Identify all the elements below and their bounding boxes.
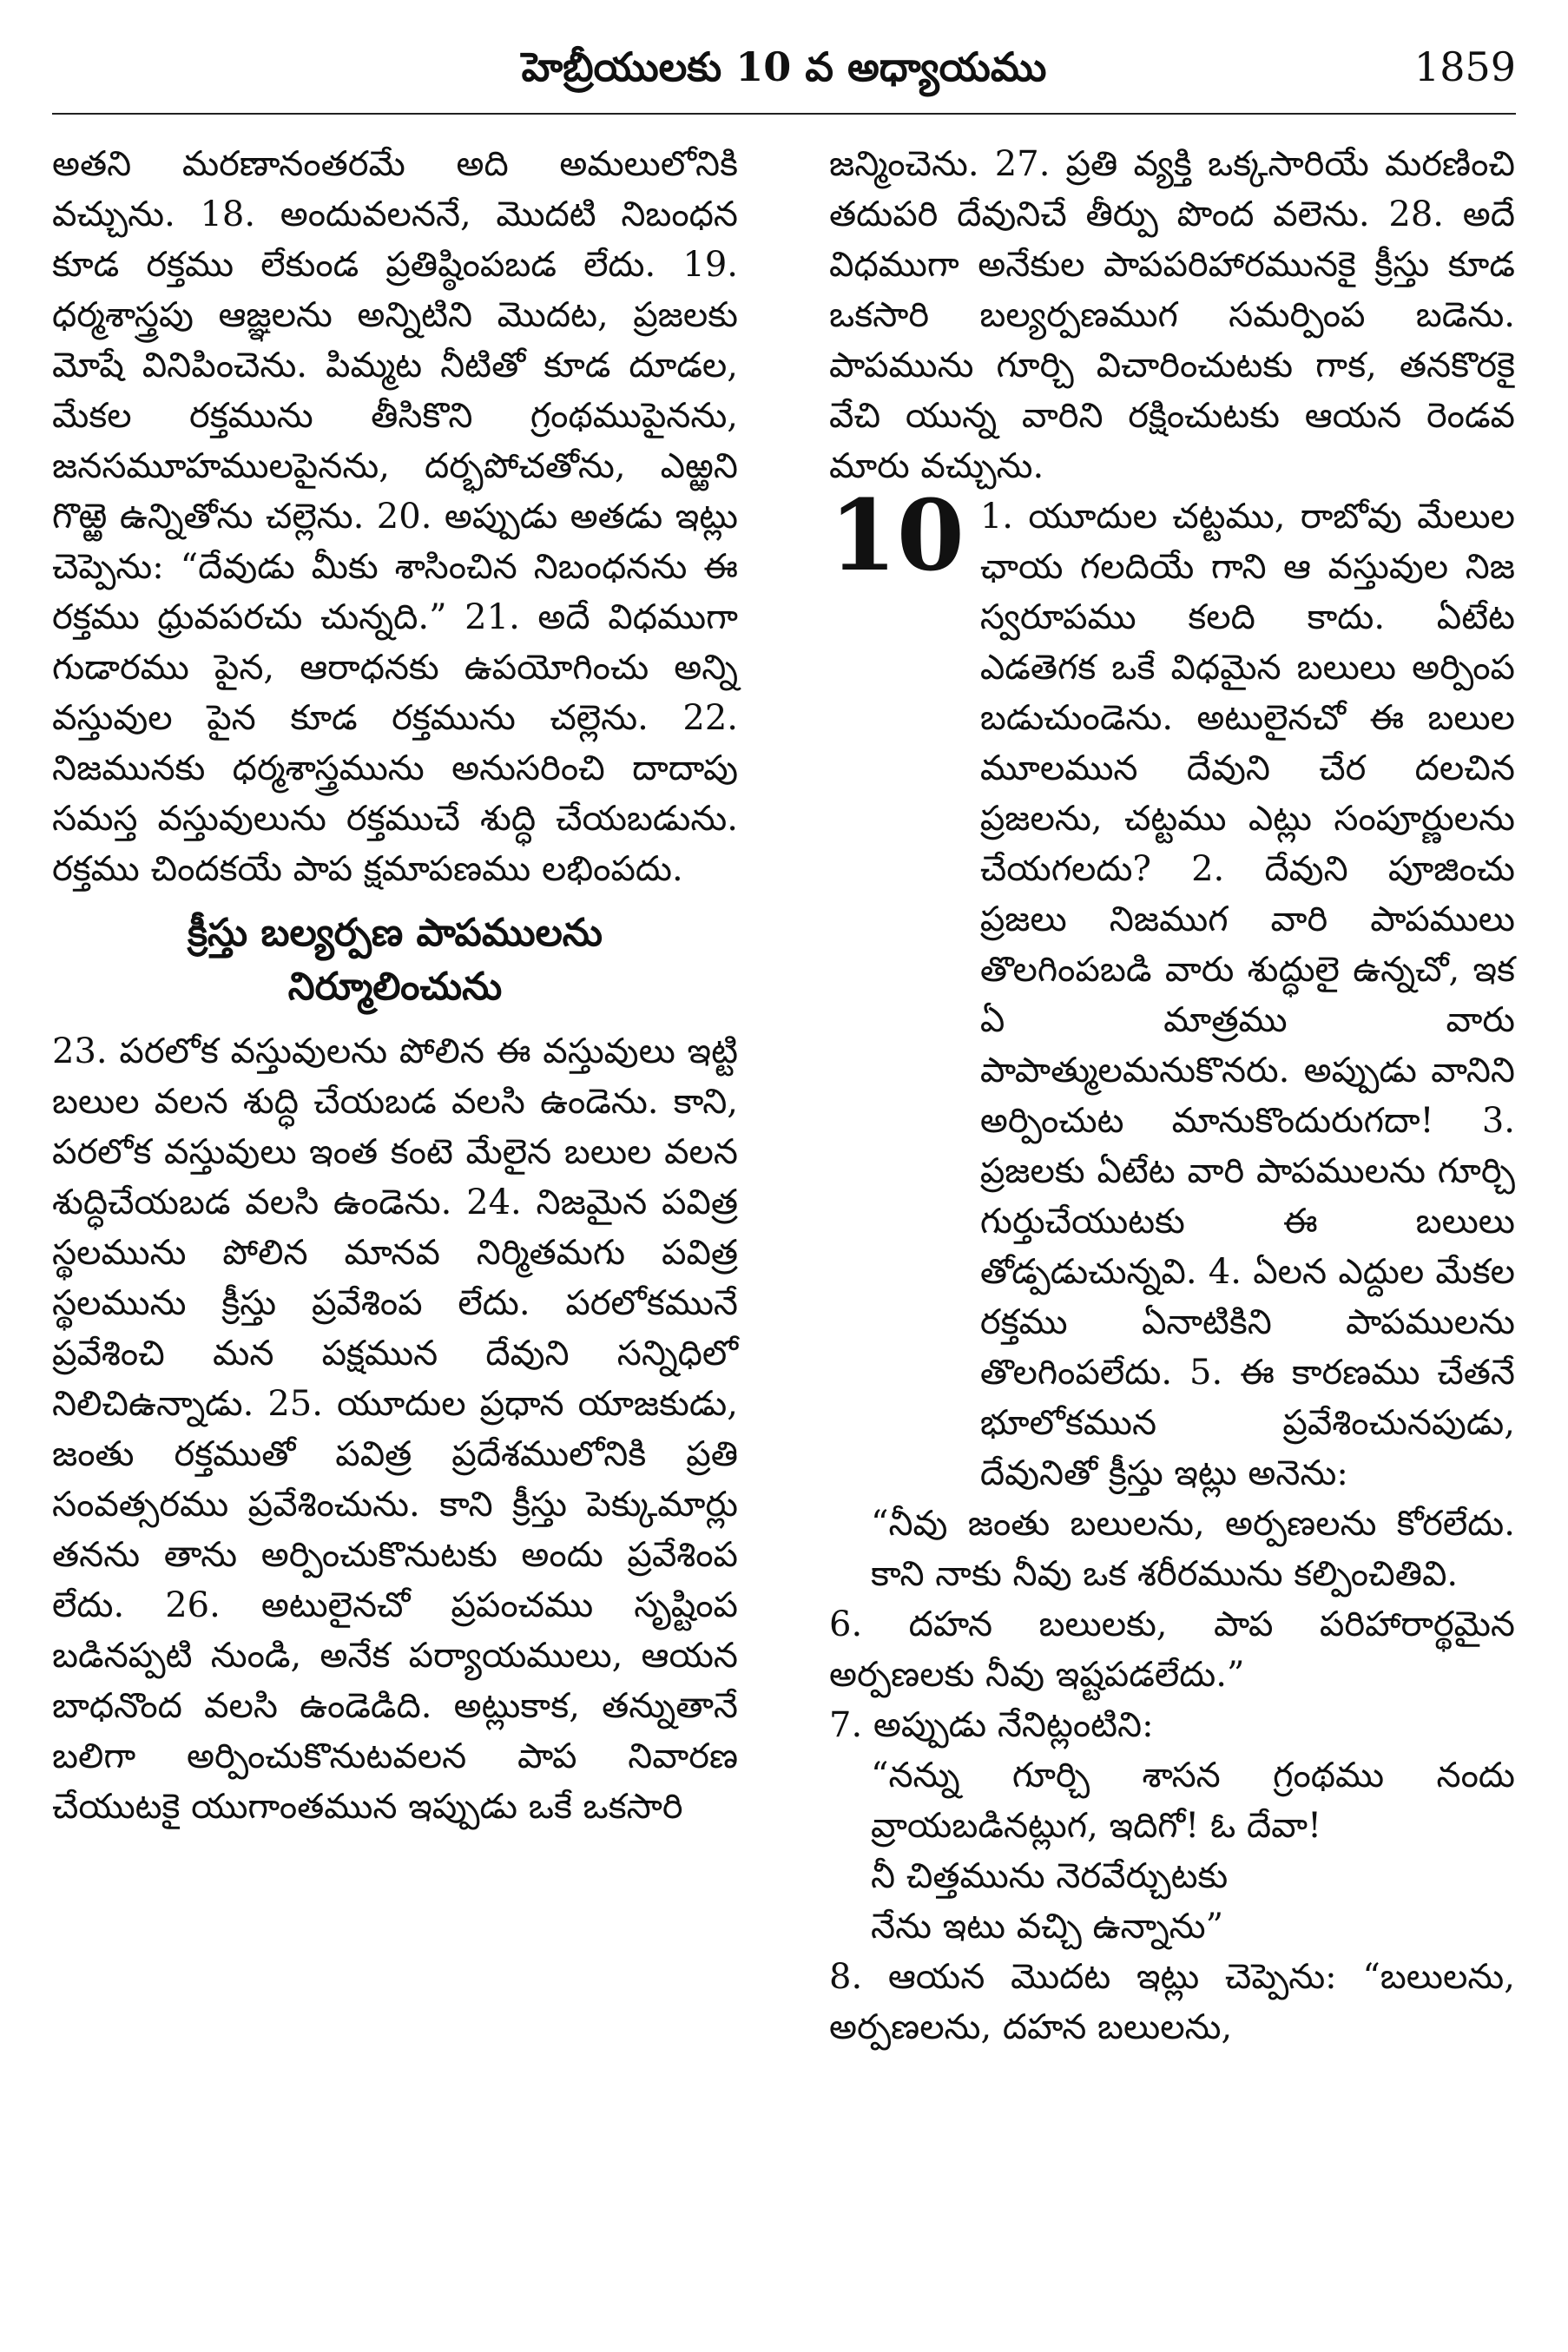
section-heading-line-2: నిర్మూలించును	[287, 965, 503, 1009]
page-header	[52, 35, 1516, 104]
verse-8: 8. ఆయన మొదట ఇట్లు చెప్పెను: “బలులను, అర్పణలను, దహన బలులను,	[829, 1957, 1526, 2047]
quote-2-line-2: నీ చిత్తమును నెరవేర్చుటకు	[871, 1856, 1229, 1896]
right-column	[829, 139, 1526, 2052]
verse-6: 6. దహన బలులకు, పాప పరిహారార్థమైన అర్పణలకు నీవు ఇష్టపడలేదు.”	[829, 1604, 1526, 1695]
page-number: 1859	[1413, 43, 1516, 90]
section-heading	[52, 906, 738, 1014]
chapter-start	[829, 479, 1526, 1499]
header-rule	[52, 113, 1516, 115]
chapter-number: 10	[829, 479, 965, 593]
section-heading-line-1: క్రీస్తు బల్యర్పణ పాపములను	[188, 911, 603, 955]
quote-2-line-3: నేను ఇటు వచ్చి ఉన్నాను”	[871, 1907, 1224, 1947]
left-column	[52, 139, 749, 1832]
left-paragraph-2: 23. పరలోక వస్తువులను పోలిన ఈ వస్తువులు ఇట్టి బలుల వలన శుద్ధి చేయబడ వలసి ఉండెను. కాని, పరలోక వస్తువులు ఇంత కంటె మేలైన బలుల వలన శుద్ధిచేయబడ వలసి ఉండెను. 24. నిజమైన పవిత్ర స్థలమును పోలిన మానవ నిర్మితమగు పవిత్ర స్థలమును క్రీస్తు ప్రవేశింప లేదు. పరలోకమునే ప్రవేశించి మన పక్షమున దేవుని సన్నిధిలో నిలిచిఉన్నాడు. 25. యూదుల ప్రధాన యాజకుడు, జంతు రక్తముతో పవిత్ర ప్రదేశములోనికి ప్రతి సంవత్సరము ప్రవేశించును. కాని క్రీస్తు పెక్కుమార్లు తనను తాను అర్పించుకొనుటకు అందు ప్రవేశింప లేదు. 26. అటులైనచో ప్రపంచము సృష్టింప బడినప్పటి నుండి, అనేక పర్యాయములు, ఆయన బాధనొంద వలసి ఉండెడిది. అట్లుకాక, తన్నుతానే బలిగా అర్పించుకొనుటవలన పాప నివారణ చేయుటకై యుగాంతమున ఇప్పుడు ఒకే ఒకసారి	[52, 1031, 749, 1827]
right-paragraph-2: 1. యూదుల చట్టము, రాబోవు మేలుల ఛాయ గలదియే గాని ఆ వస్తువుల నిజ స్వరూపము కలది కాదు. ఏటేట ఎడతెగక ఒకే విధమైన బలులు అర్పింప బడుచుండెను. అటులైనచో ఈ బలుల మూలమున దేవుని చేర దలచిన ప్రజలను, చట్టము ఎట్లు సంపూర్ణులను చేయగలదు? 2. దేవుని పూజించు ప్రజలు నిజముగ వారి పాపములు తొలగింపబడి వారు శుద్ధులై ఉన్నచో, ఇక ఏ మాత్రము వారు పాపాత్ములమనుకొనరు. అప్పుడు వానిని అర్పించుట మానుకొందురుగదా! 3. ప్రజలకు ఏటేట వారి పాపములను గూర్చి గుర్తుచేయుటకు ఈ బలులు తోడ్పడుచున్నవి. 4. ఏలన ఎద్దుల మేకల రక్తము ఏనాటికిని పాపములను తొలగింపలేదు. 5. ఈ కారణము చేతనే భూలోకమున ప్రవేశించునపుడు, దేవునితో క్రీస్తు ఇట్లు అనెను:	[979, 497, 1526, 1493]
running-head: హెబ్రీయులకు 10 వ అధ్యాయము	[521, 43, 1047, 90]
left-paragraph-1: అతని మరణానంతరమే అది అమలులోనికి వచ్చును. 18. అందువలననే, మొదటి నిబంధన కూడ రక్తము లేకుండ ప్రతిష్ఠింపబడ లేదు. 19. ధర్మశాస్త్రపు ఆజ్ఞలను అన్నిటిని మొదట, ప్రజలకు మోషే వినిపించెను. పిమ్మట నీటితో కూడ దూడల, మేకల రక్తమును తీసికొని గ్రంథముపైనను, జనసమూహములపైనను, దర్భపోచతోను, ఎఱ్ఱని గొఱ్ఱె ఉన్నితోను చల్లెను. 20. అప్పుడు అతడు ఇట్లు చెప్పెను: “దేవుడు మీకు శాసించిన నిబంధనను ఈ రక్తము ధ్రువపరచు చున్నది.” 21. అదే విధముగా గుడారము పైన, ఆరాధనకు ఉపయోగించు అన్ని వస్తువుల పైన కూడ రక్తమును చల్లెను. 22. నిజమునకు ధర్మశాస్త్రమును అనుసరించి దాదాపు సమస్త వస్తువులును రక్తముచే శుద్ధి చేయబడును. రక్తము చిందకయే పాప క్షమాపణము లభింపదు.	[52, 144, 749, 889]
right-paragraph-1: జన్మించెను. 27. ప్రతి వ్యక్తి ఒక్కసారియే మరణించి తదుపరి దేవునిచే తీర్పు పొంద వలెను. 28. అదే విధముగా అనేకుల పాపపరిహారమునకై క్రీస్తు కూడ ఒకసారి బల్యర్పణముగ సమర్పింప బడెను. పాపమును గూర్చి విచారించుటకు గాక, తనకొరకై వేచి యున్న వారిని రక్షించుటకు ఆయన రెండవ మారు వచ్చును.	[829, 144, 1526, 486]
quote-1: “నీవు జంతు బలులను, అర్పణలను కోరలేదు. కాని నాకు నీవు ఒక శరీరమును కల్పించితివి.	[871, 1504, 1526, 1594]
verse-7: 7. అప్పుడు నేనిట్లంటిని:	[829, 1705, 1154, 1745]
quote-2-line-1: “నన్ను గూర్చి శాసన గ్రంథము నందు వ్రాయబడినట్లుగ, ఇదిగో! ఓ దేవా!	[871, 1756, 1526, 1846]
